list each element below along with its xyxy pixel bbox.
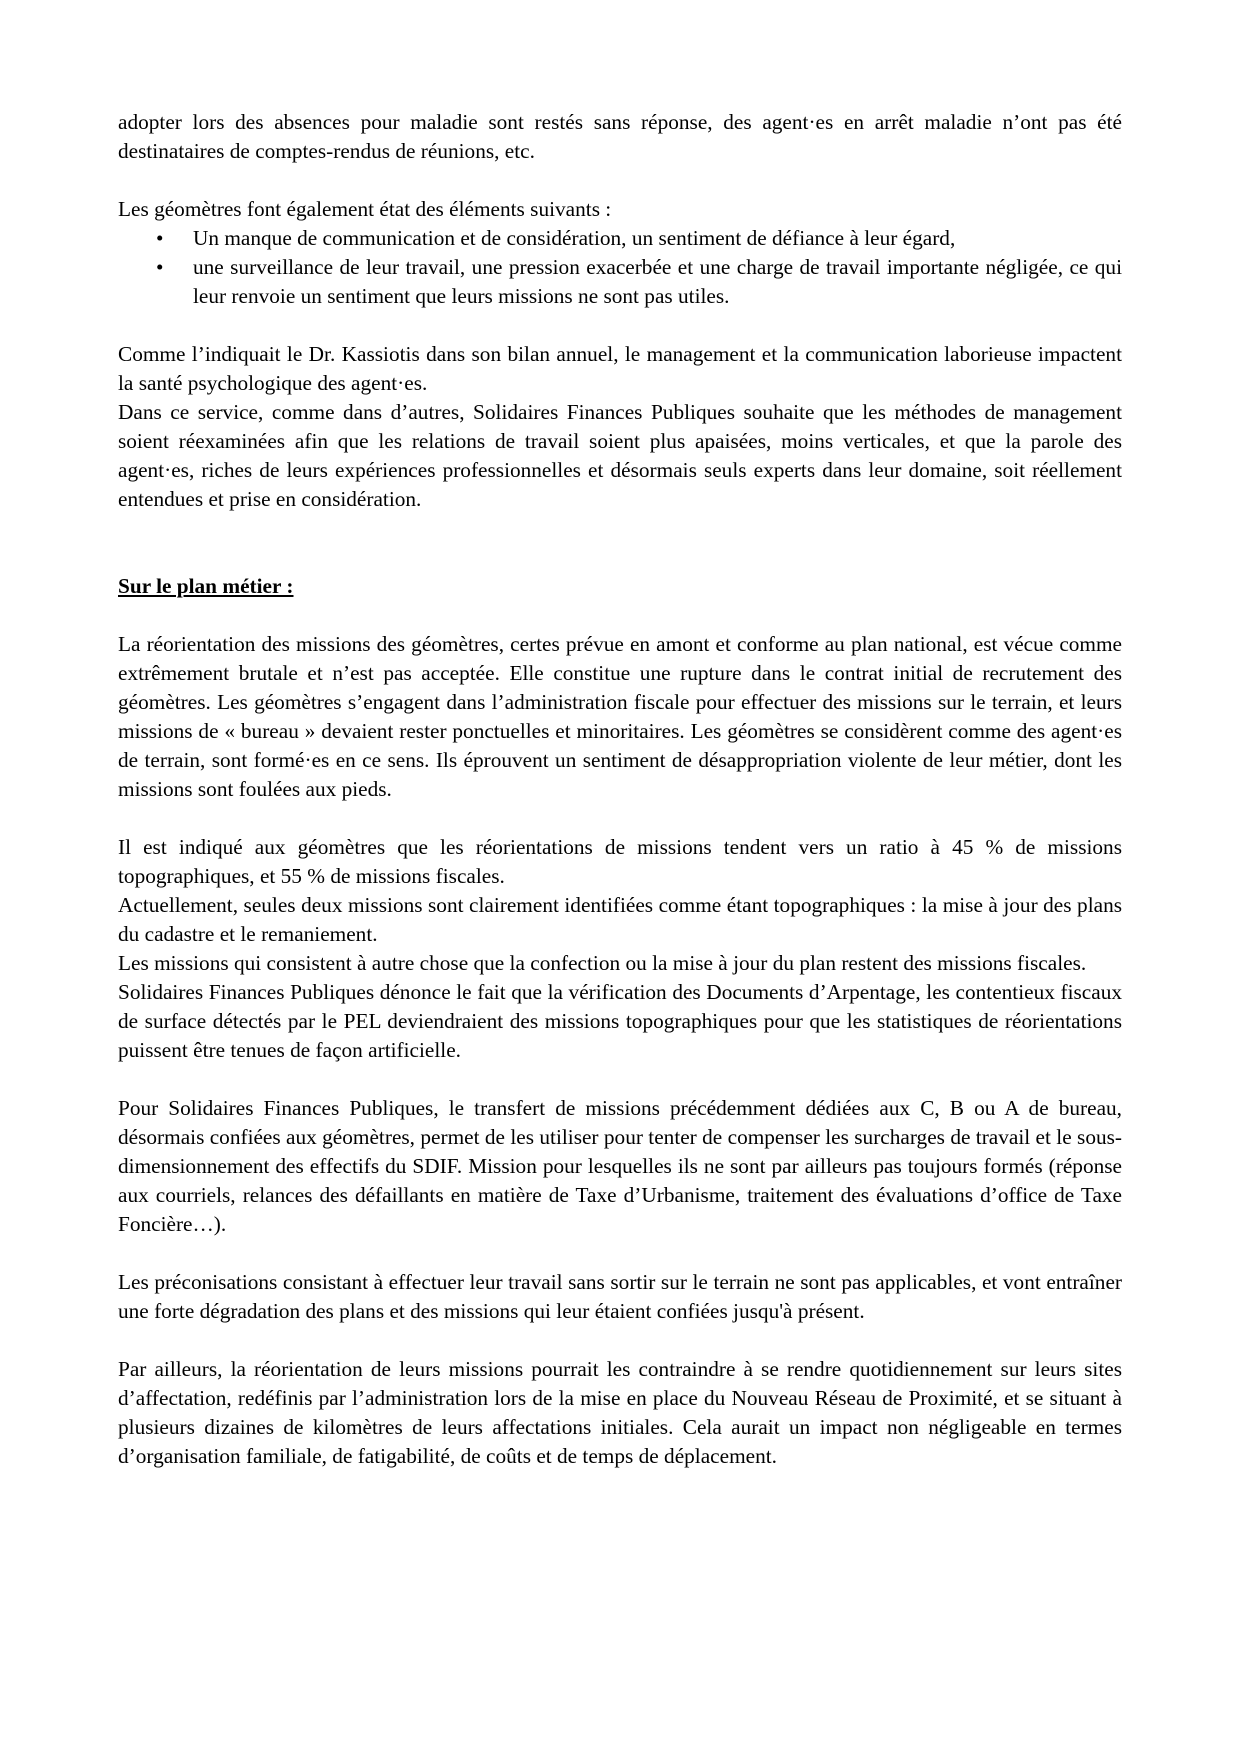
list-item-text: une surveillance de leur travail, une pression exacerbée et une charge de travail importante négligée, ce qui leur renvoie un sentiment que leurs missions ne sont pas utiles. [193, 255, 1122, 308]
list-item [118, 253, 1122, 311]
spacer [118, 804, 1122, 833]
paragraph-sites-affectation: Par ailleurs, la réorientation de leurs missions pourrait les contraindre à se rendre quotidiennement sur leurs sites d’affectation, redéfinis par l’administration lors de la mise en place du Nouveau Réseau de Proximité, et se situant à plusieurs dizaines de kilomètres de leurs affectations initiales. Cela aurait un impact non négligeable en termes d’organisation familiale, de fatigabilité, de coûts et de temps de déplacement. [118, 1357, 1122, 1468]
spacer [118, 166, 1122, 195]
paragraph-reorientation: La réorientation des missions des géomètres, certes prévue en amont et conforme au plan national, est vécue comme extrêmement brutale et n’est pas acceptée. Elle constitue une rupture dans le contrat initial de recrutement des géomètres. Les géomètres s’engagent dans l’administration fiscale pour effectuer des missions sur le terrain, et leurs missions de « bureau » devaient rester ponctuelles et minoritaires. Les géomètres se considèrent comme des agent·es de terrain, sont formé·es en ce sens. Ils éprouvent un sentiment de désappropriation violente de leur métier, dont les missions sont foulées aux pieds. [118, 632, 1122, 801]
spacer [118, 601, 1122, 630]
paragraph-fiscal-missions: Les missions qui consistent à autre chose que la confection ou la mise à jour du plan restent des missions fiscales. [118, 951, 1087, 975]
paragraph-kassiotis: Comme l’indiquait le Dr. Kassiotis dans son bilan annuel, le management et la communication laborieuse impactent la santé psychologique des agent·es. [118, 342, 1122, 395]
paragraph-denonciation: Solidaires Finances Publiques dénonce le fait que la vérification des Documents d’Arpentage, les contentieux fiscaux de surface détectés par le PEL deviendraient des missions topographiques pour que les statistiques de réorientations puissent être tenues de façon artificielle. [118, 980, 1122, 1062]
paragraph-absences: adopter lors des absences pour maladie sont restés sans réponse, des agent·es en arrêt maladie n’ont pas été destinataires de comptes-rendus de réunions, etc. [118, 110, 1122, 163]
spacer [118, 1239, 1122, 1268]
bullet-icon: • [156, 226, 164, 250]
paragraph-elements-intro: Les géomètres font également état des éléments suivants : [118, 197, 612, 221]
spacer [118, 514, 1122, 572]
paragraph-ratio: Il est indiqué aux géomètres que les réorientations de missions tendent vers un ratio à 45 % de missions topographiques, et 55 % de missions fiscales. [118, 835, 1122, 888]
spacer [118, 1326, 1122, 1355]
elements-list [118, 224, 1122, 311]
list-item-text: Un manque de communication et de considération, un sentiment de défiance à leur égard, [193, 226, 956, 250]
paragraph-preconisations: Les préconisations consistant à effectuer leur travail sans sortir sur le terrain ne sont pas applicables, et vont entraîner une forte dégradation des plans et des missions qui leur étaient confiées jusqu'à présent. [118, 1270, 1122, 1323]
section-heading: Sur le plan métier : [118, 574, 294, 598]
paragraph-topographic-missions: Actuellement, seules deux missions sont clairement identifiées comme étant topographiques : la mise à jour des plans du cadastre et le remaniement. [118, 893, 1122, 946]
document-page [118, 108, 1122, 1471]
paragraph-transfert: Pour Solidaires Finances Publiques, le transfert de missions précédemment dédiées aux C, B ou A de bureau, désormais confiées aux géomètres, permet de les utiliser pour tenter de compenser les surcharges de travail et le sous-dimensionnement des effectifs du SDIF. Mission pour lesquelles ils ne sont par ailleurs pas toujours formés (réponse aux courriels, relances des défaillants en matière de Taxe d’Urbanisme, traitement des évaluations d’office de Taxe Foncière…). [118, 1096, 1122, 1236]
spacer [118, 1065, 1122, 1094]
bullet-icon: • [156, 255, 164, 279]
paragraph-management: Dans ce service, comme dans d’autres, Solidaires Finances Publiques souhaite que les méthodes de management soient réexaminées afin que les relations de travail soient plus apaisées, moins verticales, et que la parole des agent·es, riches de leurs expériences professionnelles et désormais seuls experts dans leur domaine, soit réellement entendues et prise en considération. [118, 400, 1122, 511]
list-item [118, 224, 1122, 253]
spacer [118, 311, 1122, 340]
